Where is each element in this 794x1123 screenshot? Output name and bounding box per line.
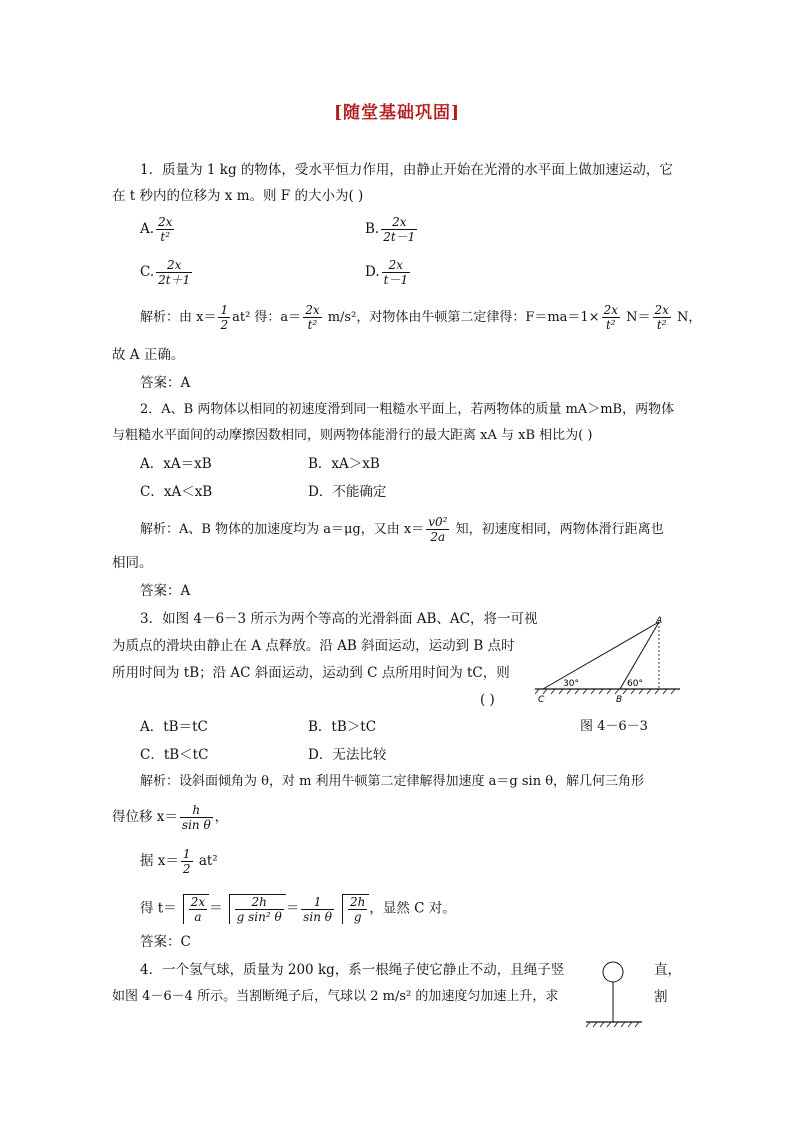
q1-analysis-prefix: 解析：由 x＝	[140, 310, 217, 325]
q3-analysis-l4-suffix: ，显然 C 对。	[369, 900, 456, 917]
q1-analysis-mid3: N＝	[621, 310, 651, 325]
angle-60: 60°	[627, 679, 643, 689]
q1-option-c	[140, 258, 194, 287]
q3-option-c: C．tB＜tC	[140, 747, 209, 763]
q3-analysis-l3-fraction	[181, 847, 193, 876]
label-a: A	[656, 616, 663, 626]
q1-analysis-f1	[602, 303, 620, 332]
q4-balloon-figure	[582, 958, 646, 1030]
q2-analysis-fraction	[426, 515, 449, 544]
q3-sqrt-3-num: 2h	[349, 895, 366, 909]
q1-analysis-half-den: 2	[220, 318, 229, 332]
q3-sqrt-3	[342, 894, 369, 924]
balloon-icon	[603, 962, 623, 982]
q1-analysis-f1-den: t²	[605, 318, 616, 332]
q1-analysis-line2: 故 A 正确。	[112, 347, 185, 363]
q1-option-d	[365, 258, 412, 287]
q1-option-a-fraction	[156, 215, 174, 244]
q2-analysis-den: 2a	[430, 530, 446, 544]
q4-stem-line1: 4．一个氢气球，质量为 200 kg，系一根绳子使它静止不动，且绳子竖	[140, 962, 565, 978]
q3-sqrt-1-num: 2x	[190, 895, 206, 909]
q1-stem-line1: 1．质量为 1 kg 的物体，受水平恒力作用，由静止开始在光滑的水平面上做加速运动，它	[140, 162, 673, 178]
q3-analysis-l4-eq: ＝	[209, 900, 223, 917]
label-c: C	[538, 695, 545, 704]
q3-sqrt-3-fraction	[348, 895, 367, 924]
q3-incline-figure	[535, 612, 685, 704]
q1-analysis-mid1: at² 得：a＝	[232, 310, 302, 325]
q3-sqrt-2-fraction	[235, 895, 284, 924]
q1-option-b-label: B.	[365, 221, 380, 237]
q3-option-d: D．无法比较	[308, 747, 387, 763]
q3-analysis-l2-fraction	[180, 803, 213, 832]
q1-option-a-num: 2x	[158, 215, 173, 229]
q1-analysis-a-num: 2x	[305, 303, 320, 317]
q2-stem-line1: 2．A、B 两物体以相同的初速度滑到同一粗糙水平面上，若两物体的质量 mA＞mB，两物体	[140, 402, 675, 417]
q1-option-d-den: t－1	[383, 273, 409, 287]
q1-analysis-a-den: t²	[307, 318, 318, 332]
q3-sqrt-1-fraction	[189, 895, 207, 924]
q3-analysis-line3	[140, 847, 218, 876]
q1-option-c-den: 2t＋1	[158, 273, 191, 287]
q2-option-c: C．xA＜xB	[140, 484, 213, 500]
q3-analysis-l4-f-den: sin θ	[303, 909, 332, 924]
q2-analysis-suffix: 知，初速度相同，两物体滑行距离也	[451, 522, 664, 537]
q1-analysis-mid2: m/s²，对物体由牛顿第二定律得：F＝ma＝1×	[323, 310, 600, 325]
q1-option-b-den: 2t－1	[383, 230, 416, 244]
q3-sqrt-1	[183, 894, 209, 924]
q2-option-b: B．xA＞xB	[308, 456, 380, 472]
ground-hatching	[535, 689, 675, 694]
q3-option-b: B．tB＞tC	[308, 719, 377, 735]
q3-sqrt-1-den: a	[194, 910, 202, 924]
q1-analysis-half	[218, 303, 230, 332]
q1-option-b-num: 2x	[381, 215, 417, 230]
q3-analysis-line4	[140, 894, 456, 924]
q2-stem-line2: 与粗糙水平面间的动摩擦因数相同，则两物体能滑行的最大距离 xA 与 xB 相比为( )	[112, 428, 593, 443]
q1-analysis-a	[303, 303, 321, 332]
q3-sqrt-2-num: 2h	[235, 895, 284, 910]
q2-option-d: D．不能确定	[308, 484, 387, 500]
label-b: B	[616, 695, 623, 704]
q3-stem-line3: 所用时间为 tB；沿 AC 斜面运动，运动到 C 点所用时间为 tC，则	[112, 665, 510, 681]
q3-analysis-l2-num: h	[180, 803, 213, 818]
q3-answer: 答案：C	[140, 934, 191, 950]
q1-option-d-label: D.	[365, 264, 380, 280]
q1-option-a-den: t²	[160, 230, 171, 244]
q3-analysis-l4-f-num: 1	[301, 895, 334, 910]
q2-analysis-prefix: 解析：A、B 物体的加速度均为 a＝μg，又由 x＝	[140, 522, 425, 537]
q1-option-b-fraction	[381, 215, 417, 244]
q4-tail2: 割	[654, 989, 668, 1005]
section-title: [随堂基础巩固]	[333, 103, 461, 123]
q3-analysis-l3-suffix: at²	[194, 853, 218, 869]
q3-analysis-l3-den: 2	[182, 862, 191, 876]
q3-analysis-l2-suffix: ，	[214, 809, 229, 825]
q2-option-a: A．xA＝xB	[140, 456, 212, 472]
q4-tail1: 直，	[654, 962, 681, 978]
q1-option-d-num: 2x	[382, 258, 410, 273]
q3-analysis-line2	[112, 803, 228, 832]
q2-analysis-line2: 相同。	[112, 555, 153, 571]
q3-sqrt-2	[229, 894, 286, 924]
q3-sqrt-3-den: g	[353, 910, 362, 924]
q3-stem-line1: 3．如图 4－6－3 所示为两个等高的光滑斜面 AB、AC，将一可视	[140, 611, 538, 627]
q3-analysis-l2-prefix: 得位移 x＝	[112, 809, 178, 825]
q1-option-c-label: C.	[140, 264, 155, 280]
q1-option-c-fraction	[156, 258, 192, 287]
q1-option-d-fraction	[382, 258, 410, 287]
q1-analysis-f2-den: t²	[656, 318, 667, 332]
angle-30: 30°	[563, 679, 579, 689]
q2-answer: 答案：A	[140, 583, 191, 599]
q1-analysis-line1	[140, 303, 701, 332]
q4-stem-line2: 如图 4－6－4 所示。当割断绳子后，气球以 2 m/s² 的加速度匀加速上升，求	[112, 989, 559, 1004]
q1-analysis-f2	[653, 303, 671, 332]
q1-analysis-half-num: 1	[220, 303, 229, 317]
q3-stem-line2: 为质点的滑块由静止在 A 点释放。沿 AB 斜面运动，运动到 B 点时	[112, 638, 515, 654]
q3-analysis-line1: 解析：设斜面倾角为 θ，对 m 利用牛顿第二定律解得加速度 a＝g sin θ，解几何三角形	[140, 774, 645, 789]
q3-sqrt-2-den: g sin² θ	[236, 910, 282, 924]
q1-analysis-end: N，	[672, 310, 702, 325]
q3-option-a: A．tB＝tC	[140, 719, 208, 735]
q1-option-a	[140, 215, 176, 244]
q3-analysis-l4-eq2: ＝	[285, 900, 300, 917]
q3-stem-paren: ( )	[480, 692, 495, 708]
q3-figure-caption: 图 4－6－3	[580, 719, 648, 734]
q3-analysis-l3-prefix: 据 x＝	[140, 853, 179, 869]
q1-analysis-f2-num: 2x	[654, 303, 669, 317]
q3-analysis-l4-fraction	[301, 895, 334, 924]
q3-analysis-l2-den: sin θ	[181, 818, 211, 832]
q1-option-b	[365, 215, 419, 244]
ground-hatching	[586, 1022, 639, 1027]
q1-answer: 答案：A	[140, 375, 191, 391]
q1-analysis-f1-num: 2x	[603, 303, 618, 317]
q3-analysis-l4-prefix: 得 t＝	[140, 900, 177, 917]
q1-option-c-num: 2x	[156, 258, 192, 273]
q3-analysis-l3-num: 1	[182, 847, 191, 861]
q2-analysis-line1	[140, 515, 664, 544]
q1-option-a-label: A.	[140, 221, 155, 237]
q2-analysis-num: v0²	[428, 515, 448, 529]
q1-stem-line2: 在 t 秒内的位移为 x m。则 F 的大小为( )	[112, 188, 364, 204]
